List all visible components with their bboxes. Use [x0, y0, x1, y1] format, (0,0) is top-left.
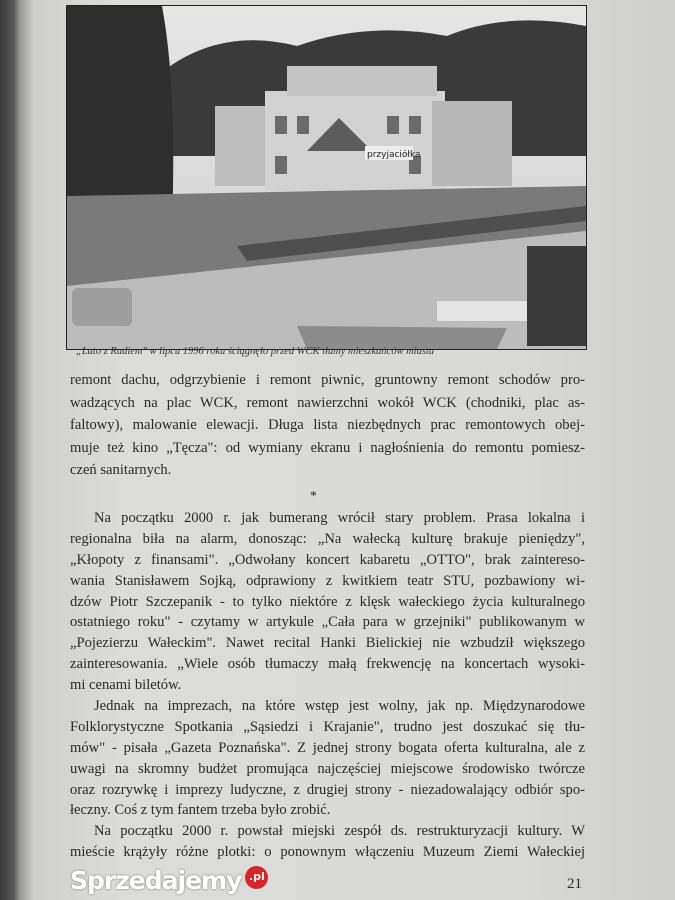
watermark-badge: .pl — [245, 866, 268, 889]
text-line: Jednak na imprezach, na które wstęp jest wolny, jak np. Międzynarodowe — [94, 698, 585, 715]
text-line: regionalna biła na alarm, donosząc: „Na wałecką kulturę brakuje pieniędzy", — [70, 530, 585, 547]
event-photo — [66, 5, 587, 350]
text-line: Na początku 2000 r. powstał miejski zespół ds. restrukturyzacji kultury. W — [94, 823, 585, 840]
text-line: zainteresowania. „Wiele osób tłumaczy małą frekwencję na koncertach wysoki- — [70, 656, 585, 673]
photo-sign-text: przyjaciółka — [367, 150, 421, 160]
watermark-logo: Sprzedajemy — [70, 866, 242, 895]
text-line: „Pojezierzu Wałeckim". Nawet recital Hanki Bielickiej nie wzbudził większego — [70, 635, 585, 652]
text-line: ostatniego roku" - czytamy w artykule „Cała para w grzejniki" publikowanym w — [70, 614, 585, 631]
text-line: Na początku 2000 r. jak bumerang wrócił stary problem. Prasa lokalna i — [94, 510, 585, 526]
text-line: „Kłopoty z finansami". „Odwołany koncert kabaretu „OTTO", brak zaintereso- — [70, 551, 585, 568]
text-line: muje też kino „Tęcza": od wymiany ekranu i nagłośnienia do remontu pomiesz- — [70, 439, 585, 456]
text-line: wadzących na plac WCK, remont nawierzchni wokół WCK (chodniki, plac as- — [70, 394, 585, 411]
photo-caption: „Lato z Radiem" w lipcu 1996 roku ściągnęło przed WCK tłumy mieszkańców miasta — [76, 346, 435, 357]
text-line: faltowy), malowanie elewacji. Długa lista niezbędnych prac remontowych obej- — [70, 417, 585, 434]
text-line: uwagi na skromny budżet promująca najczęściej miejscowe środowisko twórcze — [70, 760, 585, 777]
watermark — [70, 866, 268, 896]
text-line: Folklorystyczne Spotkania „Sąsiedzi i Krajanie", trudno jest doszukać się tłu- — [70, 718, 585, 735]
text-line: wania Stanisławem Sojką, odprawiony z kwitkiem teatr STU, pozbawiony wi- — [70, 572, 585, 589]
paragraph-continued — [70, 369, 585, 482]
text-line: mieście krążyły różne plotki: o ponownym włączeniu Muzeum Ziemi Wałeckiej — [70, 844, 585, 861]
text-line: dzów Piotr Szczepanik - to tylko niektóre z klęsk wałeckiego życia kulturalnego — [70, 593, 585, 610]
text-line: remont dachu, odgrzybienie i remont piwnic, gruntowny remont schodów pro- — [70, 372, 585, 388]
section-separator: * — [310, 489, 317, 504]
text-line: mów" - pisała „Gazeta Poznańska". Z jednej strony bogata oferta kulturalna, ale z — [70, 739, 585, 756]
body-text — [70, 508, 585, 863]
text-line: oraz rozrywkę i imprezy ludyczne, z drugiej strony - niezadowalający odbiór spo- — [70, 781, 585, 798]
text-line: mi cenami biletów. — [70, 677, 182, 694]
text-line: łeczny. Coś z tym fantem trzeba było zrobić. — [70, 802, 331, 819]
text-line: czeń sanitarnych. — [70, 462, 172, 479]
page-number: 21 — [567, 876, 582, 892]
